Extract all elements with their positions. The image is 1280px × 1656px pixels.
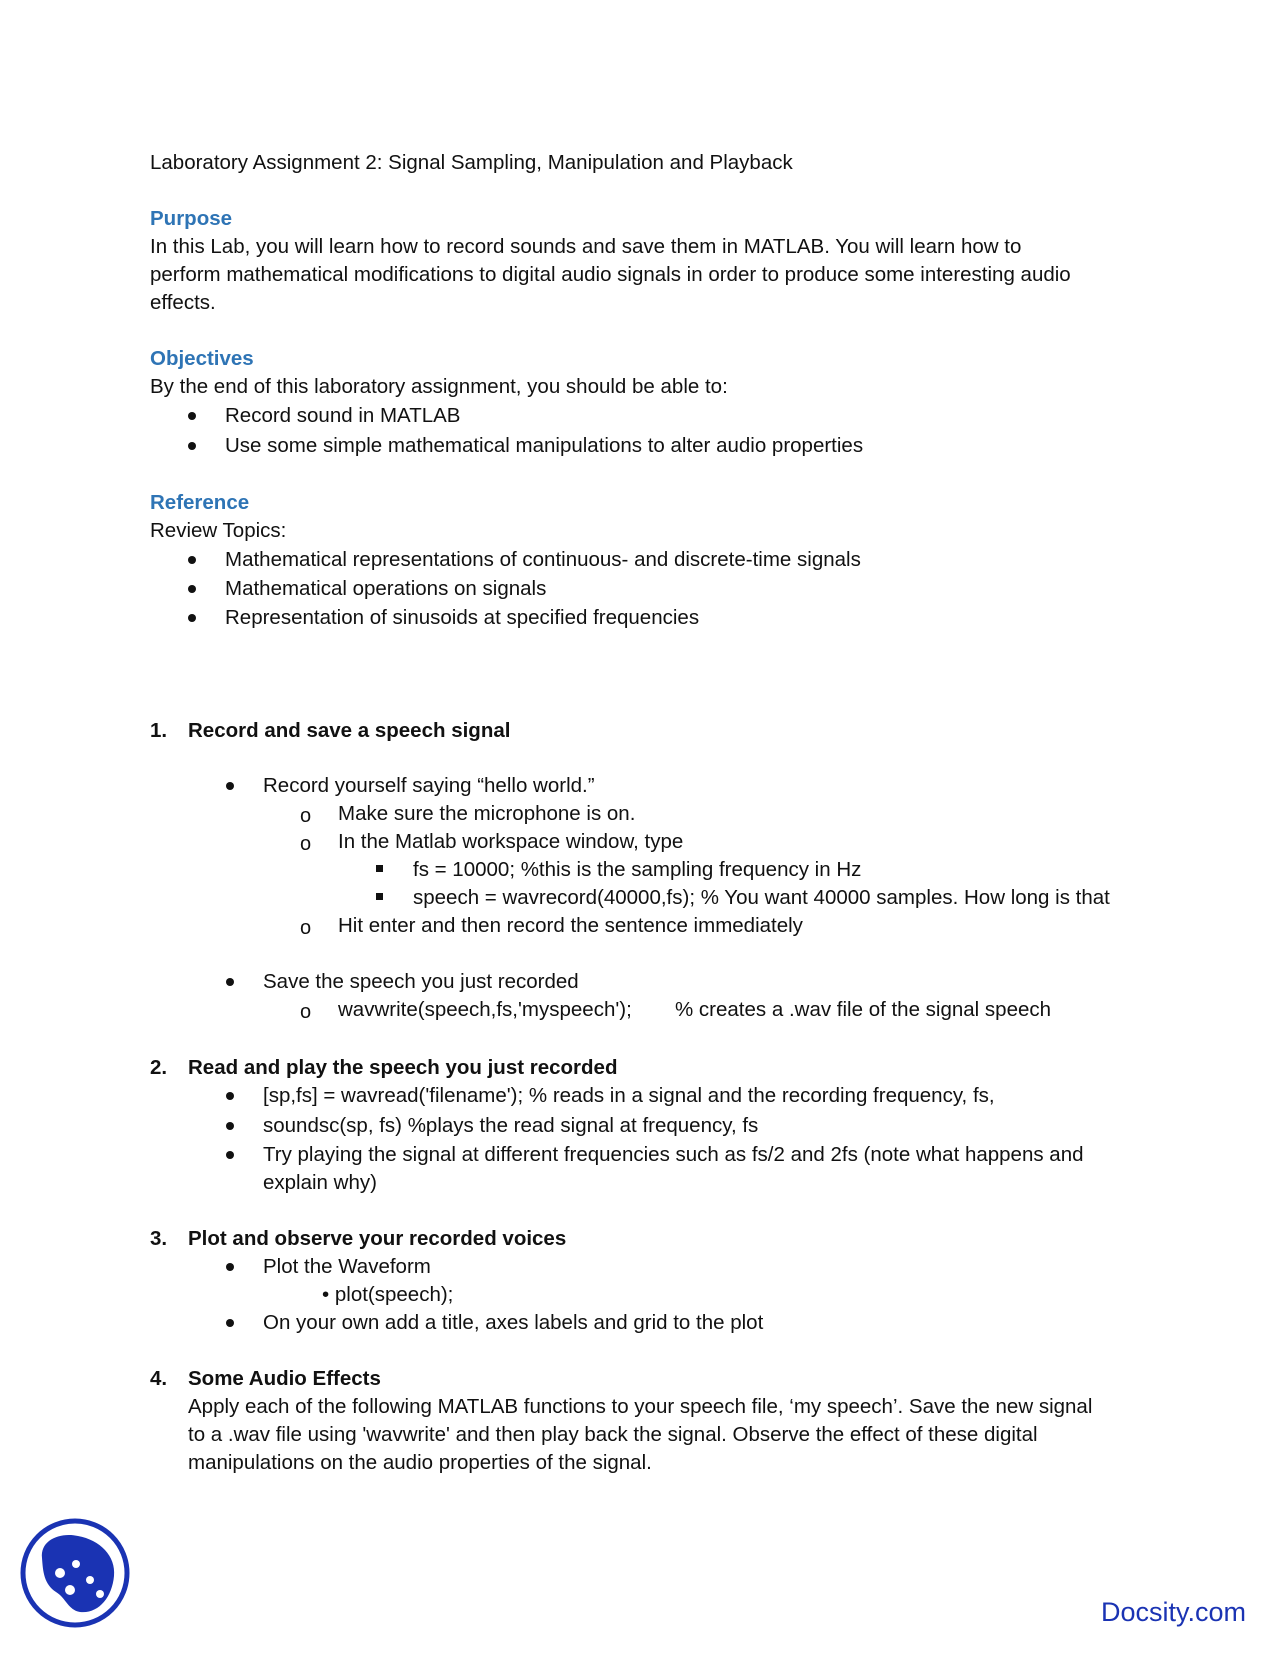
- section1-sub: Hit enter and then record the sentence immediately: [338, 914, 803, 937]
- circle-marker: o: [300, 805, 312, 827]
- section3-bullet: On your own add a title, axes labels and grid to the plot: [263, 1311, 764, 1334]
- reference-heading: Reference: [150, 491, 250, 514]
- section4-line: manipulations on the audio properties of the signal.: [188, 1451, 652, 1474]
- circle-marker: o: [300, 833, 312, 855]
- circle-marker: o: [300, 1001, 312, 1023]
- bullet-marker: [188, 585, 196, 593]
- section1-sub: Make sure the microphone is on.: [338, 802, 636, 825]
- reference-item: Representation of sinusoids at specified frequencies: [225, 606, 700, 629]
- bullet-marker: [188, 442, 196, 450]
- objective-item: Record sound in MATLAB: [225, 404, 461, 427]
- section-title: Some Audio Effects: [188, 1367, 381, 1390]
- docsity-logo-icon: [20, 1518, 130, 1628]
- section-title: Plot and observe your recorded voices: [188, 1227, 567, 1250]
- purpose-heading: Purpose: [150, 207, 233, 230]
- reference-item: Mathematical operations on signals: [225, 577, 547, 600]
- section1-bullet: Save the speech you just recorded: [263, 970, 579, 993]
- objectives-heading: Objectives: [150, 347, 254, 370]
- section1-code: speech = wavrecord(40000,fs); % You want 40000 samples. How long is that: [413, 886, 1110, 909]
- section1-sub: In the Matlab workspace window, type: [338, 830, 684, 853]
- bullet-marker: [226, 1263, 234, 1271]
- section3-sub: • plot(speech);: [322, 1283, 454, 1306]
- bullet-marker: [226, 1092, 234, 1100]
- bullet-marker: [188, 556, 196, 564]
- reference-item: Mathematical representations of continuous- and discrete-time signals: [225, 548, 861, 571]
- circle-marker: o: [300, 917, 312, 939]
- square-marker: [376, 893, 383, 900]
- section3-bullet: Plot the Waveform: [263, 1255, 431, 1278]
- section1-code: fs = 10000; %this is the sampling frequency in Hz: [413, 858, 862, 881]
- section4-line: Apply each of the following MATLAB functions to your speech file, ‘my speech’. Save the new signal: [188, 1395, 1093, 1418]
- section-number: 4.: [150, 1367, 168, 1390]
- bullet-marker: [188, 614, 196, 622]
- section2-item: soundsc(sp, fs) %plays the read signal at frequency, fs: [263, 1114, 759, 1137]
- docsity-watermark[interactable]: Docsity.com: [1101, 1597, 1247, 1627]
- section2-item: [sp,fs] = wavread('filename'); % reads in a signal and the recording frequency, fs,: [263, 1084, 995, 1107]
- purpose-line: In this Lab, you will learn how to record sounds and save them in MATLAB. You will learn how to: [150, 235, 1022, 258]
- section1-comment: % creates a .wav file of the signal speech: [675, 998, 1052, 1021]
- bullet-marker: [226, 1151, 234, 1159]
- reference-intro: Review Topics:: [150, 519, 287, 542]
- bullet-marker: [226, 1319, 234, 1327]
- purpose-line: perform mathematical modifications to digital audio signals in order to produce some interesting audio: [150, 263, 1071, 286]
- section-number: 1.: [150, 719, 168, 742]
- bullet-marker: [226, 782, 234, 790]
- purpose-line: effects.: [150, 291, 216, 314]
- section-title: Read and play the speech you just recorded: [188, 1056, 618, 1079]
- bullet-marker: [226, 1122, 234, 1130]
- page-title: Laboratory Assignment 2: Signal Sampling, Manipulation and Playback: [150, 151, 793, 174]
- section4-line: to a .wav file using 'wavwrite' and then play back the signal. Observe the effect of these digital: [188, 1423, 1038, 1446]
- bullet-marker: [188, 412, 196, 420]
- section-number: 2.: [150, 1056, 168, 1079]
- section-title: Record and save a speech signal: [188, 719, 511, 742]
- bullet-marker: [226, 978, 234, 986]
- section1-code: wavwrite(speech,fs,'myspeech');: [338, 998, 632, 1021]
- objectives-intro: By the end of this laboratory assignment, you should be able to:: [150, 375, 728, 398]
- section1-bullet: Record yourself saying “hello world.”: [263, 774, 595, 797]
- objective-item: Use some simple mathematical manipulations to alter audio properties: [225, 434, 864, 457]
- section2-item: Try playing the signal at different frequencies such as fs/2 and 2fs (note what happens and: [263, 1143, 1084, 1166]
- section-number: 3.: [150, 1227, 168, 1250]
- section2-item-continuation: explain why): [263, 1171, 377, 1194]
- square-marker: [376, 865, 383, 872]
